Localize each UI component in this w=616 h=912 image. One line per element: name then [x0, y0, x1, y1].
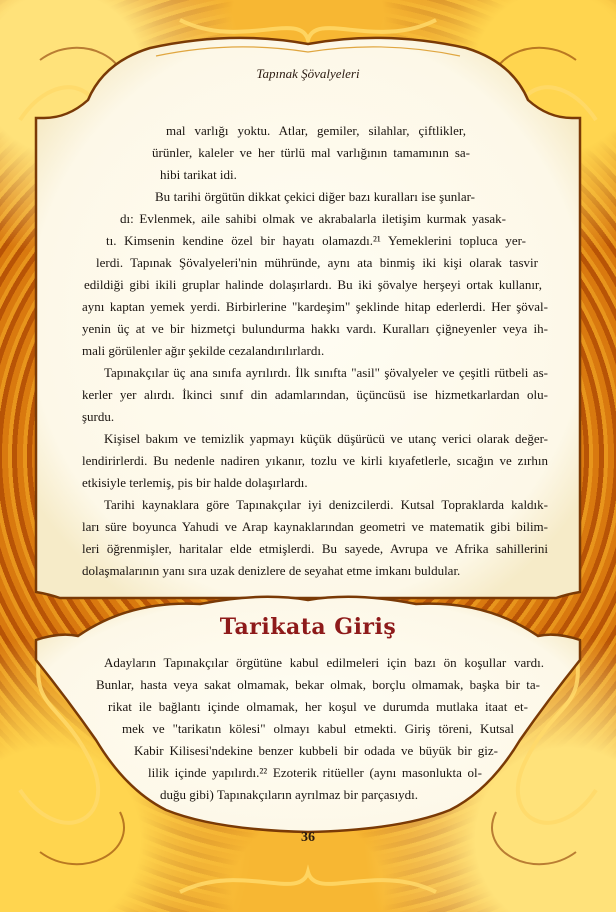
text-line: kerler yer alırdı. İkinci sınıf din adamlarından, üçüncüsü ise hizmetkarlardan olu- [82, 387, 548, 402]
text-line: Tarihi kaynaklara göre Tapınakçılar iyi denizcilerdi. Kutsal Topraklarda kaldık- [104, 497, 548, 512]
text-line: lilik içinde yapılırdı.²² Ezoterik ritüeller (aynı masonlukta ol- [148, 765, 482, 780]
text-line: yenin üç at ve bir hizmetçi bulundurma hakkı vardı. Kuralları çiğneyenler veya ih- [82, 321, 548, 336]
text-line: şurdu. [82, 409, 115, 424]
text-line: Tapınakçılar üç ana sınıfa ayrılırdı. İlk sınıfta "asil" şövalyeler ve çeşitli rütbeli as- [104, 365, 548, 380]
text-line: etkisiyle terlemiş, pis bir halde dolaşırlardı. [82, 475, 308, 490]
upper-text-panel [36, 38, 580, 598]
text-line: ürünler, kaleler ve her türlü mal varlığının tamamının sa- [152, 145, 470, 160]
text-line: dı: Evlenmek, aile sahibi olmak ve akrabalarla iletişim kurmak yasak- [120, 211, 506, 226]
text-line: Bunlar, hasta veya sakat olmamak, bekar olmak, borçlu olmamak, başka bir ta- [96, 677, 540, 692]
text-line: edildiği gibi ikili gruplar halinde dolaşırlardı. Bu iki şövalye herşeyi ortak kullanır, [84, 277, 542, 292]
text-line: duğu gibi) Tapınakçıların ayrılmaz bir parçasıydı. [160, 787, 419, 802]
text-line: leri öğrenmişler, haritalar elde etmişlerdi. Bu sayede, Avrupa ve Afrika sahillerini [82, 541, 548, 556]
text-line: rikat ile bağlantı içinde olmamak, her koşul ve durumda mutlaka itaat et- [108, 699, 528, 714]
text-line: lerdi. Tapınak Şövalyeleri'nin mühründe, aynı ata binmiş iki kişi olarak tasvir [96, 255, 538, 270]
text-line: mal varlığı yoktu. Atlar, gemiler, silahlar, çiftlikler, [166, 123, 466, 138]
text-line: Kabir Kilisesi'ndekine benzer kubbeli bir odada ve büyük bir giz- [134, 743, 498, 758]
text-line: lendirirlerdi. Bu nedenle nadiren yıkanır, tozlu ve kirli kıyafetlerle, sıcağın ve zırhın [82, 453, 548, 468]
text-line: Adayların Tapınakçılar örgütüne kabul edilmeleri için bazı ön koşullar vardı. [104, 655, 544, 670]
text-line: mali görülenler ağır şekilde cezalandırılırlardı. [82, 343, 325, 358]
running-header: Tapınak Şövalyeleri [256, 66, 360, 81]
text-line: dolaşmalarının yanı sıra uzak denizlere de seyahat etme imkanı buldular. [82, 563, 461, 578]
text-line: aynı kaptan yemek yerdi. Birbirlerine "kardeşim" şeklinde hitap ederlerdi. Her şöval- [82, 299, 548, 314]
text-line: tı. Kimsenin kendine özel bir hayatı olamazdı.²¹ Yemeklerini topluca yer- [106, 233, 526, 248]
text-line: Bu tarihi örgütün dikkat çekici diğer bazı kuralları ise şunlar- [155, 189, 475, 204]
text-line: hibi tarikat idi. [160, 167, 237, 182]
text-line: Kişisel bakım ve temizlik yapmayı küçük düşürücü ve utanç verici olarak değer- [104, 431, 548, 446]
text-line: ları süre boyunca Yahudi ve Arap kaynaklarından geometri ve matematik gibi bilim- [82, 519, 548, 534]
page-number: 36 [301, 830, 315, 845]
section-title: Tarikata Giriş [219, 614, 397, 640]
text-line: mek ve "tarikatın kölesi" olmayı kabul etmekti. Giriş töreni, Kutsal [122, 721, 514, 736]
